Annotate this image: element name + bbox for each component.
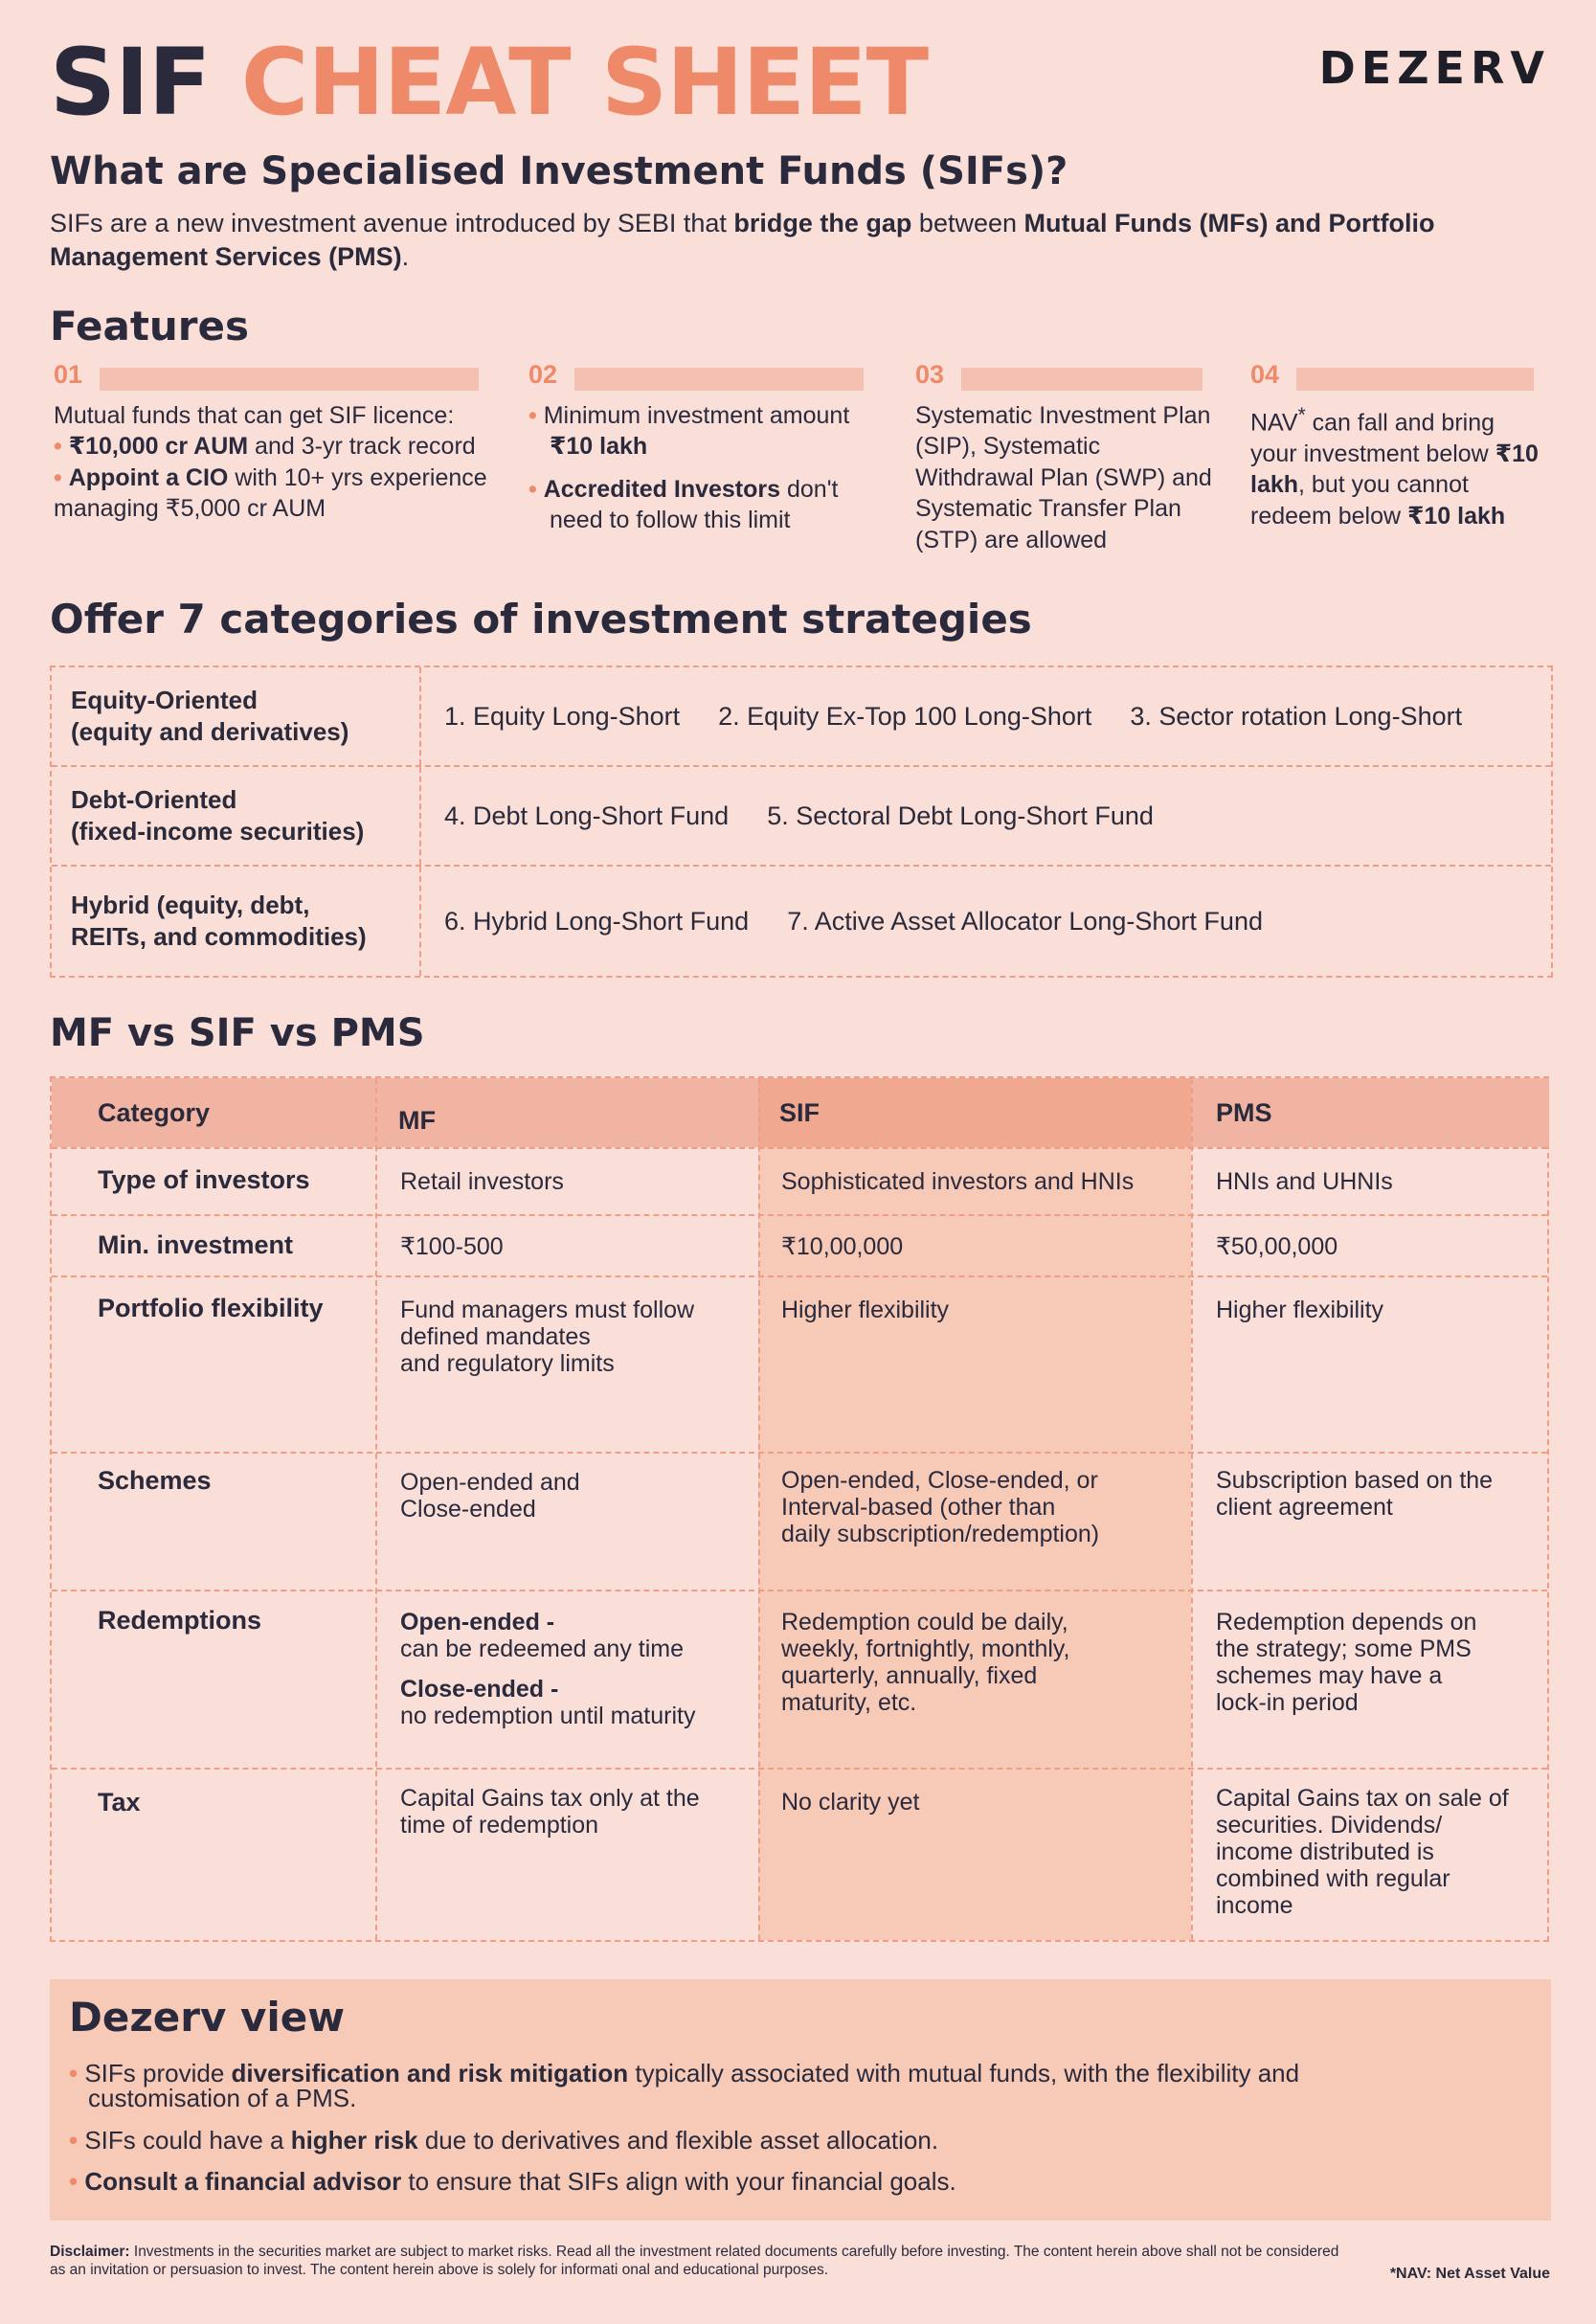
strategies-heading: Offer 7 categories of investment strategies	[50, 596, 1032, 643]
feature-number: 02	[528, 360, 558, 389]
row-divider	[52, 1452, 1547, 1454]
row-label: Schemes	[98, 1466, 212, 1495]
pms-cell: HNIs and UHNIs	[1216, 1168, 1393, 1195]
sif-cell: No clarity yet	[781, 1789, 920, 1816]
header-pms: PMS	[1191, 1078, 1549, 1147]
view-heading: Dezerv view	[69, 1994, 346, 2041]
header-sif: SIF	[758, 1078, 1191, 1147]
pms-cell: Subscription based on the client agreement	[1216, 1467, 1494, 1521]
row-divider	[52, 1768, 1547, 1770]
comparison-heading: MF vs SIF vs PMS	[50, 1011, 425, 1055]
intro-heading: What are Specialised Investment Funds (SIFs)?	[50, 149, 1068, 193]
mf-cell: Fund managers must follow defined mandates and regulatory limits	[400, 1297, 695, 1377]
feature-text: Systematic Investment Plan (SIP), Systematic Withdrawal Plan (SWP) and Systematic Transfer Plan (STP) are allowed	[915, 401, 1212, 553]
nav-footnote: *NAV: Net Asset Value	[1389, 2266, 1550, 2282]
column-divider	[375, 1078, 377, 1940]
view-point: • SIFs provide diversification and risk mitigation typically associated with mutual funds, with the flexibility and customisation of a PMS.	[69, 2059, 1300, 2112]
bullet-icon: •	[54, 433, 62, 461]
strategy-items	[421, 667, 1551, 765]
strategy-row	[52, 667, 1551, 767]
row-divider	[52, 1214, 1547, 1216]
strategies-table	[50, 666, 1553, 978]
pms-cell: ₹50,00,000	[1216, 1233, 1338, 1260]
strategy-item: 7. Active Asset Allocator Long-Short Fund	[787, 906, 1263, 936]
bullet-icon: •	[69, 2059, 79, 2087]
feature-card-02	[528, 360, 873, 536]
strategy-items	[421, 767, 1551, 865]
title-part-1: SIF	[50, 29, 211, 136]
brand-logo: DEZERV	[1318, 42, 1550, 94]
feature-card-04	[1250, 360, 1547, 531]
view-point: • Consult a financial advisor to ensure that SIFs align with your financial goals.	[69, 2167, 956, 2196]
strategy-item: 5. Sectoral Debt Long-Short Fund	[767, 801, 1154, 830]
header-mf: MF	[375, 1078, 758, 1147]
pms-cell: Redemption depends on the strategy; some PMS schemes may have a lock-in period	[1216, 1609, 1477, 1716]
view-point: • SIFs could have a higher risk due to derivatives and flexible asset allocation.	[69, 2126, 939, 2155]
bullet-icon: •	[54, 463, 62, 491]
disclaimer: Disclaimer: Investments in the securities market are subject to market risks. Read all the investment related documents carefully before investing. The content herein above shall not be considered as an invitation or persuasion to invest. The content herein above is solely for informati onal and educational purposes.	[50, 2244, 1339, 2278]
comparison-table	[50, 1076, 1549, 1942]
strategy-category: Hybrid (equity, debt, REITs, and commodities)	[52, 867, 421, 976]
strategy-item: 2. Equity Ex-Top 100 Long-Short	[718, 701, 1092, 731]
bullet-icon: •	[69, 2167, 79, 2196]
feature-text: Mutual funds that can get SIF licence: • ₹10,000 cr AUM and 3-yr track record • Appoint a CIO with 10+ yrs experience managing ₹5,000 cr AUM	[54, 401, 487, 523]
mf-cell: ₹100-500	[400, 1233, 504, 1260]
row-label: Tax	[98, 1788, 141, 1816]
mf-cell: Capital Gains tax only at the time of redemption	[400, 1785, 700, 1839]
bullet-icon: •	[528, 475, 537, 503]
mf-cell: Open-ended - can be redeemed any time Close-ended - no redemption until maturity	[400, 1609, 696, 1729]
feature-bar	[961, 368, 1203, 391]
row-label: Min. investment	[98, 1230, 294, 1259]
header-category: Category	[52, 1078, 375, 1147]
feature-number: 04	[1250, 360, 1280, 389]
sif-cell: Sophisticated investors and HNIs	[781, 1168, 1135, 1195]
feature-bar	[1296, 368, 1534, 391]
strategy-row	[52, 767, 1551, 867]
row-divider	[52, 1275, 1547, 1277]
feature-card-01	[54, 360, 494, 525]
sif-cell: ₹10,00,000	[781, 1233, 904, 1260]
row-label: Redemptions	[98, 1606, 262, 1635]
features-heading: Features	[50, 303, 249, 350]
pms-cell: Capital Gains tax on sale of securities. Dividends/ income distributed is combined with regular income	[1216, 1785, 1509, 1919]
strategy-item: 3. Sector rotation Long-Short	[1130, 701, 1463, 731]
column-divider	[1191, 1078, 1193, 1940]
row-divider	[52, 1590, 1547, 1591]
pms-cell: Higher flexibility	[1216, 1297, 1384, 1323]
feature-text: NAV* can fall and bring your investment below ₹10 lakh, but you cannot redeem below ₹10 lakh	[1250, 403, 1539, 530]
bullet-icon: •	[69, 2126, 79, 2155]
strategy-items	[421, 867, 1551, 976]
page-title	[50, 29, 929, 136]
sif-cell: Higher flexibility	[781, 1297, 950, 1323]
feature-card-03	[915, 360, 1222, 555]
strategy-item: 6. Hybrid Long-Short Fund	[444, 906, 750, 936]
feature-text: • Minimum investment amount ₹10 lakh • Accredited Investors don't need to follow this limit	[528, 401, 850, 534]
column-divider	[758, 1078, 760, 1940]
feature-number: 03	[915, 360, 945, 389]
row-divider	[52, 1147, 1547, 1149]
strategy-category: Equity-Oriented (equity and derivatives)	[52, 667, 421, 765]
feature-bar	[100, 368, 479, 391]
strategy-item: 1. Equity Long-Short	[444, 701, 681, 731]
strategy-row	[52, 867, 1551, 976]
bullet-icon: •	[528, 401, 537, 429]
sif-cell: Redemption could be daily, weekly, fortnightly, monthly, quarterly, annually, fixed maturity, etc.	[781, 1609, 1070, 1716]
mf-cell: Open-ended and Close-ended	[400, 1469, 580, 1523]
strategy-item: 4. Debt Long-Short Fund	[444, 801, 730, 830]
row-label: Portfolio flexibility	[98, 1294, 324, 1322]
row-label: Type of investors	[98, 1165, 310, 1194]
sif-cell: Open-ended, Close-ended, or Interval-based (other than daily subscription/redemption)	[781, 1467, 1100, 1547]
mf-cell: Retail investors	[400, 1168, 564, 1195]
strategy-category: Debt-Oriented (fixed-income securities)	[52, 767, 421, 865]
feature-bar	[574, 368, 864, 391]
feature-number: 01	[54, 360, 83, 389]
title-part-2: CHEAT SHEET	[240, 29, 929, 136]
intro-text: SIFs are a new investment avenue introduced by SEBI that bridge the gap between Mutual Funds (MFs) and Portfolio Management Services (PMS).	[50, 209, 1435, 271]
